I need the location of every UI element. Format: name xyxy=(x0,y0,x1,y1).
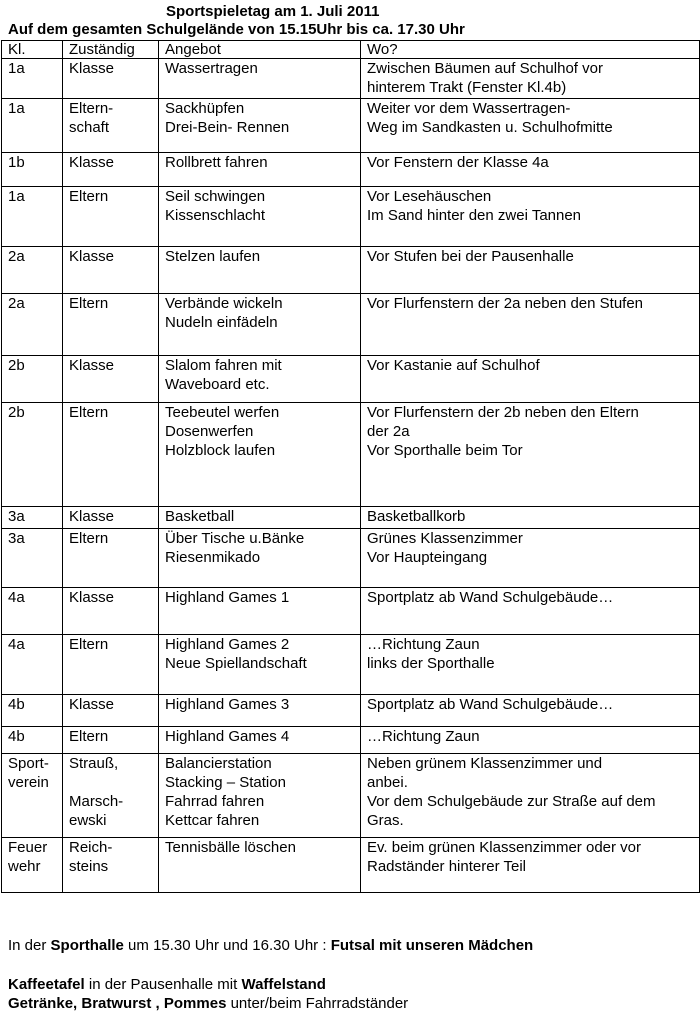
cell-text: Neue Spiellandschaft xyxy=(165,655,307,672)
cell-offer xyxy=(159,99,361,153)
cell-text: Eltern xyxy=(69,295,109,312)
cell-text: Highland Games 4 xyxy=(165,728,290,745)
cell-text: …Richtung Zaun xyxy=(367,636,480,653)
table-header-row xyxy=(2,41,700,59)
table-row xyxy=(2,838,700,893)
cell-text: Klasse xyxy=(69,589,115,606)
cell-text: 2a xyxy=(8,295,25,312)
cell-offer xyxy=(159,294,361,356)
cell-text: 1a xyxy=(8,188,25,205)
cell-text: Riesenmikado xyxy=(165,549,261,566)
cell-class xyxy=(2,247,63,294)
cell-text: Nudeln einfädeln xyxy=(165,314,278,331)
cell-text: Stacking – Station xyxy=(165,774,286,791)
cell-text: Klasse xyxy=(69,248,115,265)
footer-text: um 15.30 Uhr und 16.30 Uhr : xyxy=(123,937,331,954)
table-row xyxy=(2,247,700,294)
cell-offer xyxy=(159,403,361,507)
cell-text: 2b xyxy=(8,357,25,374)
table-row xyxy=(2,187,700,247)
cell-text: Eltern xyxy=(69,636,109,653)
footer-bold: Sporthalle xyxy=(50,937,124,954)
cell-text: links der Sporthalle xyxy=(367,655,495,672)
cell-offer xyxy=(159,187,361,247)
cell-class xyxy=(2,59,63,99)
table-row xyxy=(2,695,700,727)
footer-text: unter/beim Fahrradständer xyxy=(226,995,409,1012)
cell-text: 4a xyxy=(8,589,25,606)
cell-text: Neben grünem Klassenzimmer und xyxy=(367,755,603,772)
table-row xyxy=(2,635,700,695)
header-location: Wo? xyxy=(361,41,700,59)
cell-offer xyxy=(159,356,361,403)
cell-text: Basketballkorb xyxy=(367,508,466,525)
cell-location xyxy=(361,356,700,403)
cell-offer xyxy=(159,529,361,588)
cell-text: schaft xyxy=(69,119,110,136)
cell-responsible xyxy=(63,59,159,99)
table-row xyxy=(2,99,700,153)
cell-text: Drei-Bein- Rennen xyxy=(165,119,290,136)
footer-bold: Futsal mit unseren Mädchen xyxy=(330,937,534,954)
cell-class xyxy=(2,754,63,838)
cell-text: 1a xyxy=(8,100,25,117)
cell-text: Slalom fahren mit xyxy=(165,357,282,374)
footer-kaffeetafel xyxy=(8,975,326,994)
cell-class xyxy=(2,507,63,529)
cell-location xyxy=(361,247,700,294)
cell-responsible xyxy=(63,838,159,893)
cell-text: Marsch- xyxy=(69,793,124,810)
cell-text: Seil schwingen xyxy=(165,188,266,205)
cell-text: Kissenschlacht xyxy=(165,207,266,224)
cell-text: 2a xyxy=(8,248,25,265)
cell-responsible xyxy=(63,588,159,635)
table-row xyxy=(2,356,700,403)
cell-text: hinterem Trakt (Fenster Kl.4b) xyxy=(367,79,567,96)
cell-text: der 2a xyxy=(367,423,410,440)
cell-text: Dosenwerfen xyxy=(165,423,254,440)
schedule-table xyxy=(1,40,700,893)
table-row xyxy=(2,403,700,507)
cell-text: Eltern xyxy=(69,188,109,205)
cell-text: wehr xyxy=(8,858,41,875)
cell-responsible xyxy=(63,403,159,507)
header-offer: Angebot xyxy=(159,41,361,59)
cell-text: Klasse xyxy=(69,357,115,374)
cell-text: Weg im Sandkasten u. Schulhofmitte xyxy=(367,119,613,136)
cell-text: Vor Lesehäuschen xyxy=(367,188,492,205)
cell-responsible xyxy=(63,153,159,187)
cell-text: Weiter vor dem Wassertragen- xyxy=(367,100,571,117)
cell-text: Tennisbälle löschen xyxy=(165,839,296,856)
cell-offer xyxy=(159,59,361,99)
cell-text: 1b xyxy=(8,154,25,171)
cell-responsible xyxy=(63,727,159,754)
cell-location xyxy=(361,403,700,507)
cell-class xyxy=(2,588,63,635)
cell-text: Vor Flurfenstern der 2a neben den Stufen xyxy=(367,295,644,312)
cell-responsible xyxy=(63,507,159,529)
cell-text: Stelzen laufen xyxy=(165,248,261,265)
cell-text: Eltern xyxy=(69,728,109,745)
cell-location xyxy=(361,153,700,187)
footer-bold: Getränke, Bratwurst , Pommes xyxy=(8,995,227,1012)
cell-text: 4a xyxy=(8,636,25,653)
cell-offer xyxy=(159,727,361,754)
cell-text: Vor Kastanie auf Schulhof xyxy=(367,357,540,374)
cell-offer xyxy=(159,838,361,893)
cell-location xyxy=(361,529,700,588)
cell-text: Balancierstation xyxy=(165,755,272,772)
cell-text: Grünes Klassenzimmer xyxy=(367,530,523,547)
footer-getraenke xyxy=(8,994,408,1013)
cell-location xyxy=(361,59,700,99)
cell-location xyxy=(361,727,700,754)
cell-text: …Richtung Zaun xyxy=(367,728,480,745)
cell-offer xyxy=(159,588,361,635)
cell-location xyxy=(361,695,700,727)
cell-offer xyxy=(159,153,361,187)
cell-text: ewski xyxy=(69,812,107,829)
table-row xyxy=(2,754,700,838)
cell-text: Highland Games 1 xyxy=(165,589,290,606)
cell-text: 2b xyxy=(8,404,25,421)
cell-text: Gras. xyxy=(367,812,404,829)
cell-text: Klasse xyxy=(69,508,115,525)
cell-class xyxy=(2,529,63,588)
header-class: Kl. xyxy=(2,41,63,59)
table-body xyxy=(2,59,700,893)
cell-location xyxy=(361,754,700,838)
document-subtitle: Auf dem gesamten Schulgelände von 15.15Uhr bis ca. 17.30 Uhr xyxy=(8,21,465,38)
cell-location xyxy=(361,187,700,247)
cell-class xyxy=(2,635,63,695)
cell-text: Sackhüpfen xyxy=(165,100,245,117)
cell-text: Vor Flurfenstern der 2b neben den Eltern xyxy=(367,404,639,421)
cell-text: Radständer hinterer Teil xyxy=(367,858,526,875)
footer-text: in der Pausenhalle mit xyxy=(84,976,242,993)
table-row xyxy=(2,529,700,588)
cell-responsible xyxy=(63,247,159,294)
cell-class xyxy=(2,356,63,403)
cell-text: Zwischen Bäumen auf Schulhof vor xyxy=(367,60,603,77)
cell-text: Vor Haupteingang xyxy=(367,549,488,566)
table-row xyxy=(2,59,700,99)
document-title: Sportspieletag am 1. Juli 2011 xyxy=(166,3,380,20)
cell-class xyxy=(2,403,63,507)
cell-text: Klasse xyxy=(69,60,115,77)
cell-location xyxy=(361,294,700,356)
cell-text: Klasse xyxy=(69,696,115,713)
cell-text: Highland Games 2 xyxy=(165,636,290,653)
cell-text: Eltern- xyxy=(69,100,114,117)
cell-location xyxy=(361,635,700,695)
table-row xyxy=(2,727,700,754)
cell-responsible xyxy=(63,356,159,403)
cell-text: Fahrrad fahren xyxy=(165,793,265,810)
cell-responsible xyxy=(63,754,159,838)
cell-responsible xyxy=(63,695,159,727)
cell-offer xyxy=(159,507,361,529)
cell-offer xyxy=(159,635,361,695)
cell-responsible xyxy=(63,294,159,356)
cell-text: steins xyxy=(69,858,109,875)
cell-text: Sportplatz ab Wand Schulgebäude… xyxy=(367,696,614,713)
cell-text: Im Sand hinter den zwei Tannen xyxy=(367,207,582,224)
footer-text: In der xyxy=(8,937,51,954)
cell-text xyxy=(69,773,154,792)
cell-text: Vor Sporthalle beim Tor xyxy=(367,442,523,459)
cell-text: 4b xyxy=(8,696,25,713)
cell-responsible xyxy=(63,99,159,153)
cell-text: Strauß, xyxy=(69,755,119,772)
cell-class xyxy=(2,727,63,754)
cell-class xyxy=(2,99,63,153)
cell-text: Ev. beim grünen Klassenzimmer oder vor xyxy=(367,839,641,856)
cell-text: Feuer xyxy=(8,839,48,856)
footer-sporthalle xyxy=(8,936,533,955)
cell-text: Vor Fenstern der Klasse 4a xyxy=(367,154,549,171)
cell-text: Über Tische u.Bänke xyxy=(165,530,305,547)
footer-bold: Kaffeetafel xyxy=(8,976,85,993)
cell-text: verein xyxy=(8,774,49,791)
cell-text: Rollbrett fahren xyxy=(165,154,268,171)
cell-text: Eltern xyxy=(69,530,109,547)
cell-responsible xyxy=(63,529,159,588)
table-row xyxy=(2,153,700,187)
table-row xyxy=(2,588,700,635)
cell-location xyxy=(361,507,700,529)
cell-offer xyxy=(159,247,361,294)
cell-responsible xyxy=(63,635,159,695)
cell-class xyxy=(2,695,63,727)
cell-text: Basketball xyxy=(165,508,235,525)
cell-text: 4b xyxy=(8,728,25,745)
cell-text: Teebeutel werfen xyxy=(165,404,280,421)
cell-text: Vor dem Schulgebäude zur Straße auf dem xyxy=(367,793,656,810)
cell-text: 3a xyxy=(8,508,25,525)
cell-text: Kettcar fahren xyxy=(165,812,260,829)
cell-responsible xyxy=(63,187,159,247)
cell-text: Waveboard etc. xyxy=(165,376,270,393)
table-row xyxy=(2,294,700,356)
cell-text: Eltern xyxy=(69,404,109,421)
cell-text: Wassertragen xyxy=(165,60,258,77)
footer-bold: Waffelstand xyxy=(241,976,326,993)
cell-text: Sportplatz ab Wand Schulgebäude… xyxy=(367,589,614,606)
cell-offer xyxy=(159,695,361,727)
cell-text: Vor Stufen bei der Pausenhalle xyxy=(367,248,574,265)
cell-class xyxy=(2,187,63,247)
cell-text: Verbände wickeln xyxy=(165,295,283,312)
table-row xyxy=(2,507,700,529)
cell-text: Sport- xyxy=(8,755,49,772)
cell-class xyxy=(2,153,63,187)
header-responsible: Zuständig xyxy=(63,41,159,59)
cell-text: 3a xyxy=(8,530,25,547)
cell-class xyxy=(2,294,63,356)
cell-location xyxy=(361,588,700,635)
cell-text: Reich- xyxy=(69,839,113,856)
cell-class xyxy=(2,838,63,893)
cell-offer xyxy=(159,754,361,838)
cell-text: Highland Games 3 xyxy=(165,696,290,713)
cell-text: anbei. xyxy=(367,774,408,791)
cell-text: Klasse xyxy=(69,154,115,171)
cell-location xyxy=(361,99,700,153)
cell-location xyxy=(361,838,700,893)
cell-text: Holzblock laufen xyxy=(165,442,276,459)
cell-text: 1a xyxy=(8,60,25,77)
